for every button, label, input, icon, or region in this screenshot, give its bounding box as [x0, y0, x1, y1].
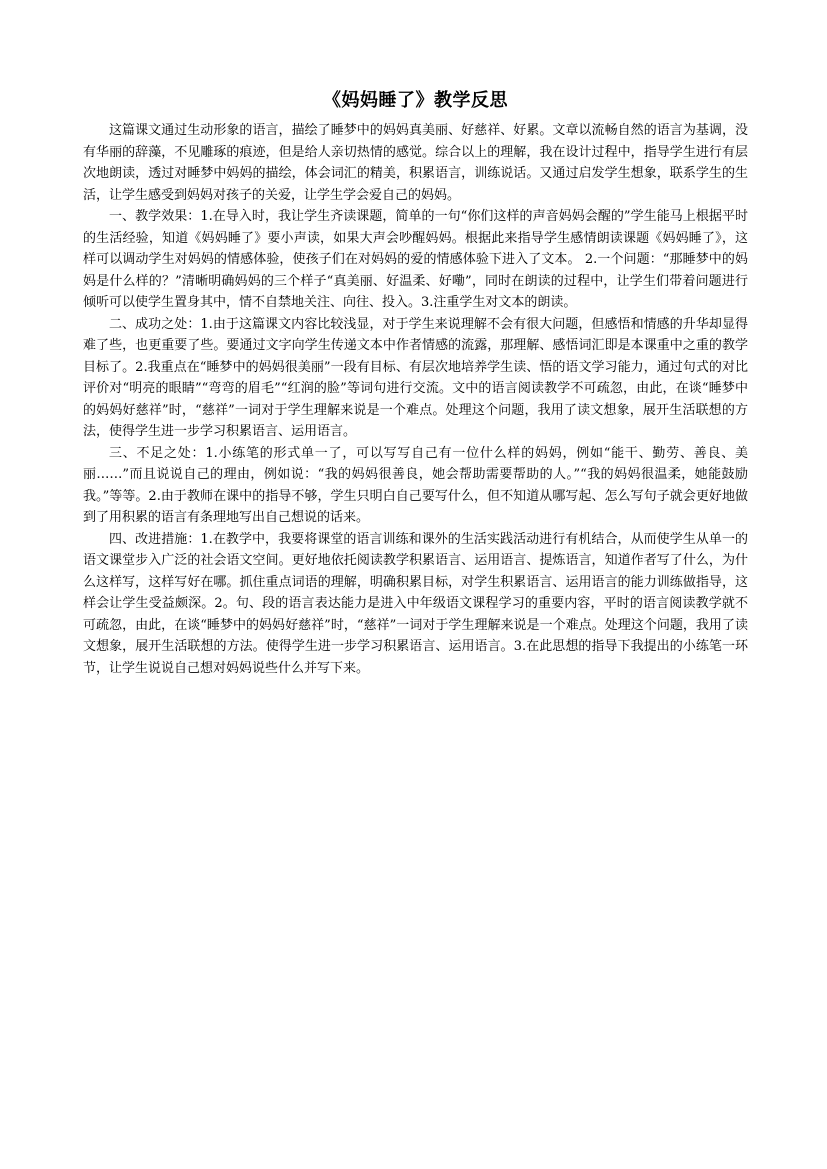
shortcomings-paragraph: 三、不足之处：1.小练笔的形式单一了，可以写写自己有一位什么样的妈妈，例如“能干、勤劳、善良、美丽……”而且说说自己的理由，例如说：“我的妈妈很善良，她会帮助需要帮助的人。”“我的妈妈很温柔，她能鼓励我。”等等。2.由于教师在课中的指导不够，学生只明白自己要写什么，但不知道从哪写起、怎么写句子就会更好地做到了用积累的语言有条理地写出自己想说的话来。 — [83, 445, 748, 525]
improvement-paragraph: 四、改进措施：1.在教学中，我要将课堂的语言训练和课外的生活实践活动进行有机结合，从而使学生从单一的语文课堂步入广泛的社会语文空间。更好地依托阅读教学积累语言、运用语言、提炼语言，知道作者写了什么，为什么这样写，这样写好在哪。抓住重点词语的理解，明确积累目标，对学生积累语言、运用语言的能力训练做指导，这样会让学生受益颇深。2。句、段的语言表达能力是进入中年级语文课程学习的重要内容，平时的语言阅读教学就不可疏忽，由此，在谈“睡梦中的妈妈好慈祥”时，“慈祥”一词对于学生理解来说是一个难点。处理这个问题，我用了读文想象，展开生活联想的方法。使得学生进一步学习积累语言、运用语言。3.在此思想的指导下我提出的小练笔一环节，让学生说说自己想对妈妈说些什么并写下来。 — [83, 531, 748, 676]
success-paragraph: 二、成功之处：1.由于这篇课文内容比较浅显，对于学生来说理解不会有很大问题，但感悟和情感的升华却显得难了些，也更重要了些。要通过文字向学生传递文本中作者情感的流露，那理解、感悟词汇即是本课重中之重的教学目标了。2.我重点在“睡梦中的妈妈很美丽”一段有目标、有层次地培养学生读、悟的语文学习能力，通过句式的对比评价对“明亮的眼睛”“弯弯的眉毛”“红润的脸”等词句进行交流。文中的语言阅读教学不可疏忽，由此，在谈“睡梦中的妈妈好慈祥”时，“慈祥”一词对于学生理解来说是一个难点。处理这个问题，我用了读文想象，展开生活联想的方法，使得学生进一步学习积累语言、运用语言。 — [83, 316, 748, 439]
document-title: 《妈妈睡了》教学反思 — [323, 90, 508, 111]
teaching-effect-paragraph: 一、教学效果：1.在导入时，我让学生齐读课题，简单的一句“你们这样的声音妈妈会醒的”学生能马上根据平时的生活经验，知道《妈妈睡了》要小声读，如果大声会吵醒妈妈。根据此来指导学生感情朗读课题《妈妈睡了》，这样可以调动学生对妈妈的情感体验，使孩子们在对妈妈的爱的情感体验下进入了文本。 2.一个问题：“那睡梦中的妈妈是什么样的？”清晰明确妈妈的三个样子“真美丽、好温柔、好嘞”，同时在朗读的过程中，让学生们带着问题进行倾听可以使学生置身其中，情不自禁地关注、向往、投入。3.注重学生对文本的朗读。 — [83, 209, 748, 310]
intro-paragraph: 这篇课文通过生动形象的语言，描绘了睡梦中的妈妈真美丽、好慈祥、好累。文章以流畅自然的语言为基调，没有华丽的辞藻，不见雕琢的痕迹，但是给人亲切热情的感觉。综合以上的理解，我在设计过程中，指导学生进行有层次地朗读，透过对睡梦中妈妈的描绘，体会词汇的精美，积累语言，训练说话。又通过启发学生想象，联系学生的生活，让学生感受到妈妈对孩子的关爱，让学生学会爱自己的妈妈。 — [83, 123, 748, 203]
document-body — [83, 88, 748, 679]
